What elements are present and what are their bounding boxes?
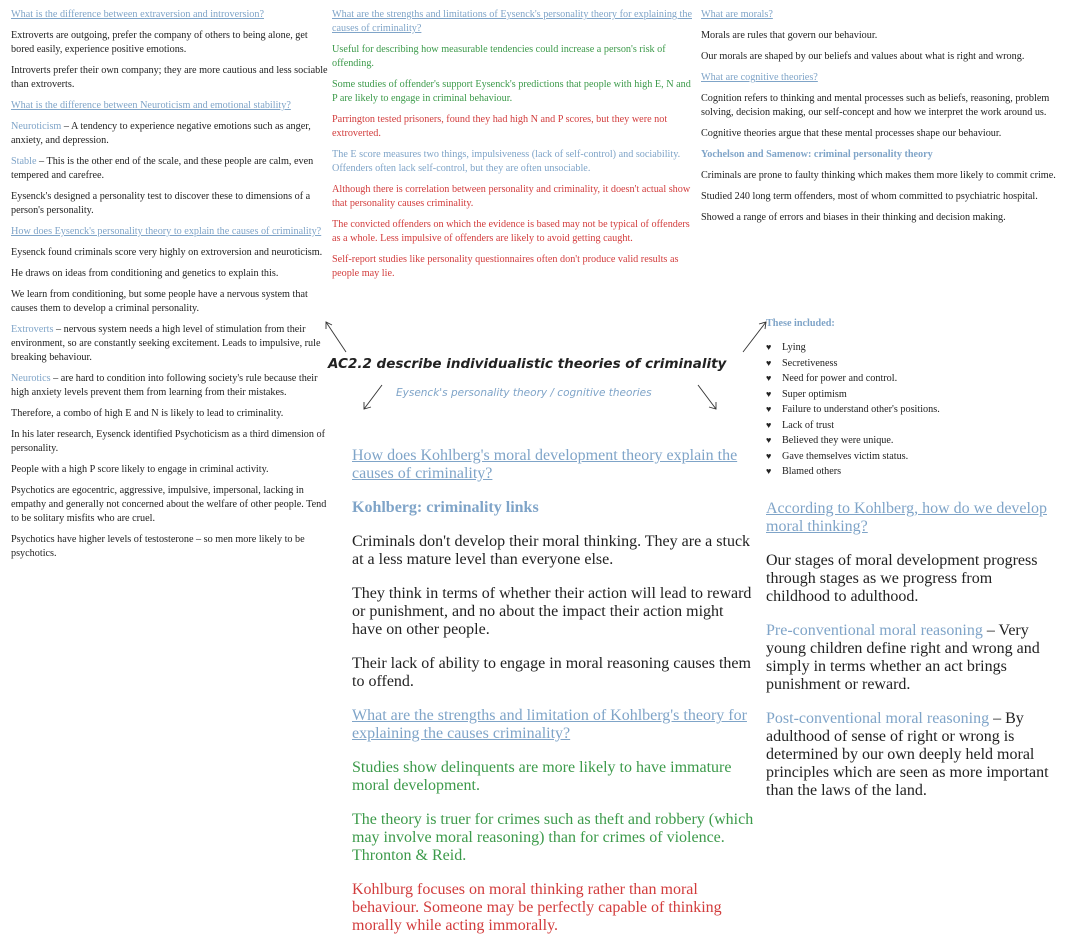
column-kohlberg-development: [766, 484, 1058, 816]
note-text: Extroverts are outgoing, prefer the company of others to being alone, get bored easily, experience positive emotions.: [11, 30, 308, 55]
section-heading: What are cognitive theories?: [701, 72, 818, 83]
note-text: Their lack of ability to engage in moral reasoning causes them to offend.: [352, 655, 751, 690]
section-heading: Yochelson and Samenow: criminal personality theory: [701, 149, 933, 160]
note-text: Therefore, a combo of high E and N is likely to lead to criminality.: [11, 408, 284, 419]
included-item: ♥ Gave themselves victim status.: [766, 449, 940, 465]
term-label: Neuroticism: [11, 121, 62, 132]
note-text: Introverts prefer their own company; they are more cautious and less sociable than extroverts.: [11, 65, 328, 90]
note-text: In his later research, Eysenck identified Psychoticism as a third dimension of personality.: [11, 429, 326, 454]
note-text: Self-report studies like personality questionnaires often don't produce valid results as people may lie.: [332, 254, 679, 279]
term-definition: [11, 120, 329, 148]
term-label: Pre-conventional moral reasoning: [766, 622, 983, 639]
included-item: ♥ Super optimism: [766, 387, 940, 403]
note-text: Cognition refers to thinking and mental processes such as beliefs, reasoning, problem solving, decision making, our self-concept and how we interpret the work around us.: [701, 93, 1050, 118]
note-text: Eysenck's designed a personality test to discover these to dimensions of a person's personality.: [11, 191, 311, 216]
column-eysenck-dimensions: [11, 8, 329, 568]
note-text: People with a high P score likely to engage in criminal activity.: [11, 464, 269, 475]
note-text: Our stages of moral development progress through stages as we progress from childhood to adulthood.: [766, 552, 1038, 605]
note-text: Morals are rules that govern our behaviour.: [701, 30, 878, 41]
included-item: ♥ Lying: [766, 340, 940, 356]
section-heading: What is the difference between Neuroticism and emotional stability?: [11, 100, 291, 111]
term-text: – By adulthood of sense of right or wrong is determined by our own deeply held moral principles which are seen as more important than the laws of the land.: [766, 710, 1049, 799]
note-text: Kohlburg focuses on moral thinking rather than moral behaviour. Someone may be perfectly capable of thinking morally while acting immorally.: [352, 881, 722, 934]
included-item: ♥ Secretiveness: [766, 356, 940, 372]
note-text: We learn from conditioning, but some people have a nervous system that causes them to develop a criminal personality.: [11, 289, 308, 314]
arrow-up-left-icon: [322, 318, 348, 354]
section-heading: What are the strengths and limitations of Eysenck's personality theory for explaining the causes of criminality?: [332, 9, 692, 34]
note-text: Psychotics have higher levels of testosterone – so men more likely to be psychotics.: [11, 534, 305, 559]
term-text: – are hard to condition into following society's rule because their high anxiety levels prevent them from learning from their mistakes.: [11, 373, 318, 398]
note-text: Parrington tested prisoners, found they had high N and P scores, but they were not extroverted.: [332, 114, 668, 139]
term-definition: [766, 710, 1058, 800]
arrow-down-right-icon: [696, 383, 720, 413]
note-text: They think in terms of whether their action will lead to reward or punishment, and no about the impact their action might have on other people.: [352, 585, 752, 638]
note-text: Some studies of offender's support Eysenck's predictions that people with high E, N and P are likely to engage in criminal behaviour.: [332, 79, 691, 104]
note-text: Studies show delinquents are more likely to have immature moral development.: [352, 759, 732, 794]
note-text: Psychotics are egocentric, aggressive, impulsive, impersonal, lacking in empathy and generally not concerned about the welfare of other people. Tend to be solitary misfits who are cruel.: [11, 485, 327, 524]
note-text: Showed a range of errors and biases in their thinking and decision making.: [701, 212, 1006, 223]
included-list: [766, 340, 940, 480]
note-text: Although there is correlation between personality and criminality, it doesn't actual show that personality causes criminality.: [332, 184, 691, 209]
note-text: Cognitive theories argue that these mental processes shape our behaviour.: [701, 128, 1002, 139]
note-text: The convicted offenders on which the evidence is based may not be typical of offenders as a whole. Less impulsive of offenders are likely to avoid getting caught.: [332, 219, 690, 244]
section-heading: How does Kohlberg's moral development theory explain the causes of criminality?: [352, 447, 738, 482]
note-text: The theory is truer for crimes such as theft and robbery (which may involve moral reasoning) than for crimes of violence. Thronton & Reid.: [352, 811, 754, 864]
term-definition: [11, 155, 329, 183]
column-morals-cognitive: [701, 8, 1056, 232]
section-heading: According to Kohlberg, how do we develop moral thinking?: [766, 500, 1047, 535]
included-item: ♥ Believed they were unique.: [766, 433, 940, 449]
section-heading: What are the strengths and limitation of Kohlberg's theory for explaining the causes criminality?: [352, 707, 747, 742]
column-eysenck-evaluation: [332, 8, 694, 288]
page-title: AC2.2 describe individualistic theories of criminality: [328, 356, 727, 372]
section-heading: How does Eysenck's personality theory to explain the causes of criminality?: [11, 226, 322, 237]
note-text: Useful for describing how measurable tendencies could increase a person's risk of offending.: [332, 44, 666, 69]
note-text: Our morals are shaped by our beliefs and values about what is right and wrong.: [701, 51, 1025, 62]
term-label: Neurotics: [11, 373, 51, 384]
section-heading: Kohlberg: criminality links: [352, 499, 539, 516]
term-text: – nervous system needs a high level of stimulation from their environment, so are constantly seeking excitement. Leads to impulsive, rule breaking behaviour.: [11, 324, 321, 363]
note-text: He draws on ideas from conditioning and genetics to explain this.: [11, 268, 279, 279]
term-label: Stable: [11, 156, 37, 167]
included-heading: These included:: [766, 318, 835, 329]
column-kohlberg: [352, 431, 754, 951]
arrow-up-right-icon: [740, 318, 770, 354]
section-heading: What are morals?: [701, 9, 773, 20]
note-text: Eysenck found criminals score very highly on extroversion and neuroticism.: [11, 247, 323, 258]
page-subtitle: Eysenck's personality theory / cognitive theories: [396, 387, 652, 399]
note-text: Criminals are prone to faulty thinking which makes them more likely to commit crime.: [701, 170, 1056, 181]
term-definition: [11, 323, 329, 365]
included-item: ♥ Lack of trust: [766, 418, 940, 434]
term-text: – Very young children define right and wrong and simply in terms whether an act brings punishment or reward.: [766, 622, 1040, 693]
note-text: Studied 240 long term offenders, most of whom committed to psychiatric hospital.: [701, 191, 1038, 202]
term-definition: [11, 372, 329, 400]
note-text: Criminals don't develop their moral thinking. They are a stuck at a less mature level than everyone else.: [352, 533, 751, 568]
included-item: ♥ Need for power and control.: [766, 371, 940, 387]
term-label: Post-conventional moral reasoning: [766, 710, 990, 727]
term-definition: [766, 622, 1058, 694]
term-text: – A tendency to experience negative emotions such as anger, anxiety, and depression.: [11, 121, 311, 146]
included-item: ♥ Failure to understand other's positions.: [766, 402, 940, 418]
term-label: Extroverts: [11, 324, 54, 335]
arrow-down-left-icon: [360, 383, 384, 413]
term-text: – This is the other end of the scale, and these people are calm, even tempered and carefree.: [11, 156, 314, 181]
note-text: The E score measures two things, impulsiveness (lack of self-control) and sociability. Offenders often lack self-control, but they are often unsociable.: [332, 149, 681, 174]
included-item: ♥ Blamed others: [766, 464, 940, 480]
section-heading: What is the difference between extraversion and introversion?: [11, 9, 264, 20]
